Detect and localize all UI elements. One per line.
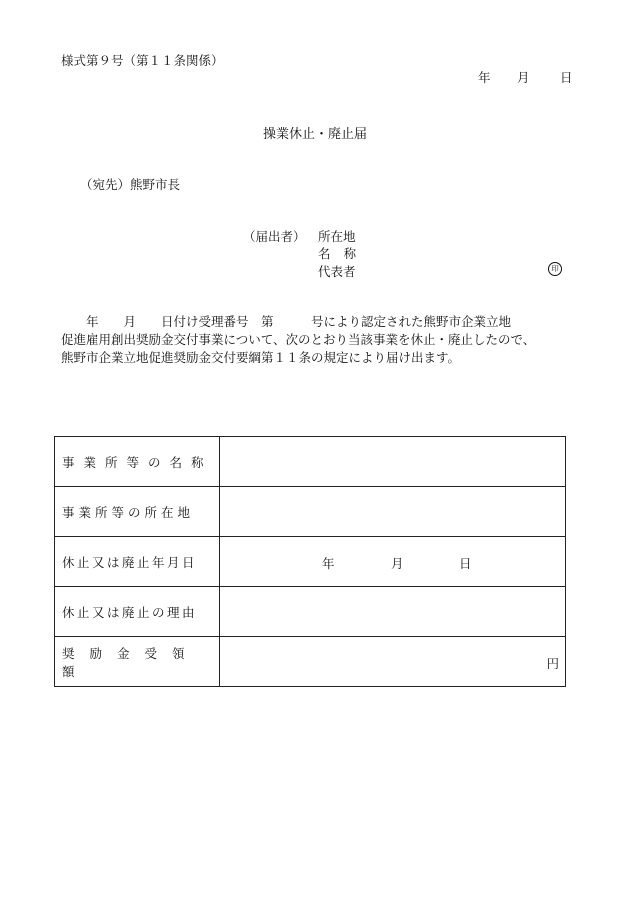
suspension-date-year-label: 年: [322, 556, 335, 571]
row-label-facility-name: 事業所等の名称: [55, 437, 220, 487]
seal-mark: 印: [548, 262, 562, 276]
row-label-facility-address: 事業所等の所在地: [55, 487, 220, 537]
document-title: 操業休止・廃止届: [262, 127, 367, 142]
date-year-label: 年: [478, 70, 491, 85]
submitter-representative-label: 代表者: [318, 264, 356, 279]
table-row-suspension-reason: [55, 587, 566, 637]
yen-unit-label: 円: [546, 656, 559, 671]
addressee: （宛先）熊野市長: [80, 177, 181, 192]
facility-name-field[interactable]: [220, 437, 566, 487]
row-label-suspension-reason: 休止又は廃止の理由: [55, 587, 220, 637]
row-label-subsidy-amount: 奨励金受領額: [55, 637, 220, 687]
suspension-reason-field[interactable]: [220, 587, 566, 637]
notice-table: [54, 436, 566, 687]
suspension-date-day-label: 日: [459, 556, 472, 571]
table-row-subsidy-amount: [55, 637, 566, 687]
table-row-suspension-date: [55, 537, 566, 587]
subsidy-amount-field[interactable]: [220, 637, 566, 687]
body-line-2: 促進雇用創出奨励金交付事業について、次のとおり当該事業を休止・廃止したので、: [61, 332, 536, 347]
submitter-address-label: 所在地: [318, 229, 356, 244]
date-month-label: 月: [517, 70, 530, 85]
body-line-3: 熊野市企業立地促進奨励金交付要綱第１１条の規定により届け出ます。: [61, 350, 461, 365]
row-label-suspension-date: 休止又は廃止年月日: [55, 537, 220, 587]
body-paragraph: [61, 313, 576, 367]
form-number: 様式第９号（第１１条関係）: [61, 53, 224, 68]
suspension-date-field[interactable]: [220, 537, 566, 587]
facility-address-field[interactable]: [220, 487, 566, 537]
suspension-date-month-label: 月: [391, 556, 404, 571]
submitter-label: （届出者）: [243, 229, 306, 244]
body-line-1: 年 月 日付け受理番号 第 号により認定された熊野市企業立地: [61, 314, 512, 329]
table-row-facility-name: [55, 437, 566, 487]
table-row-facility-address: [55, 487, 566, 537]
submitter-name-label: 名 称: [318, 246, 357, 261]
date-day-label: 日: [560, 70, 573, 85]
